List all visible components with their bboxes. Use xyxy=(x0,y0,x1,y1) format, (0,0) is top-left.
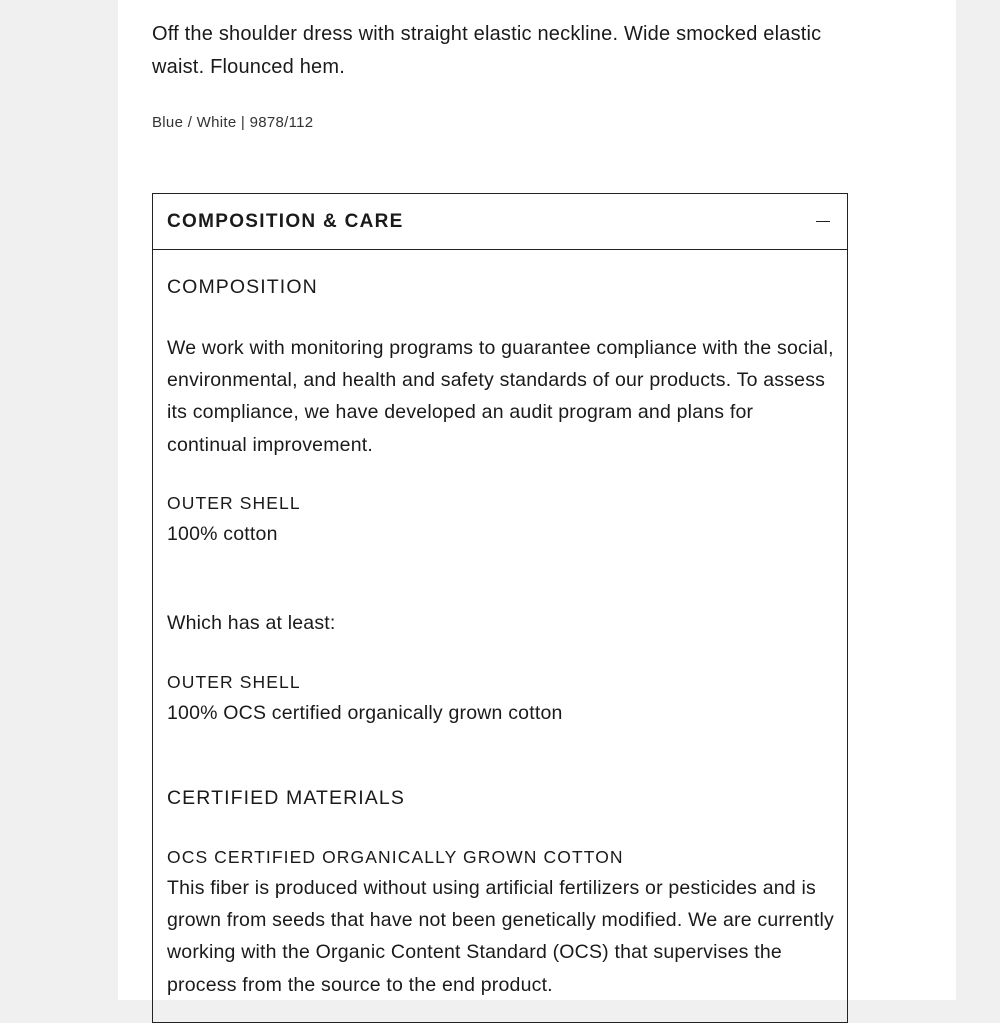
ocs-label: OCS CERTIFIED ORGANICALLY GROWN COTTON xyxy=(167,847,624,867)
outer-shell-label-2: OUTER SHELL xyxy=(167,672,301,692)
outer-shell-value-2: 100% OCS certified organically grown cotton xyxy=(167,702,563,724)
outer-shell-value: 100% cotton xyxy=(167,523,278,545)
composition-heading: COMPOSITION xyxy=(167,276,318,298)
composition-care-header[interactable] xyxy=(153,194,847,250)
product-color-reference: Blue / White | 9878/112 xyxy=(152,114,314,131)
composition-care-panel xyxy=(152,193,848,1023)
composition-care-title: COMPOSITION & CARE xyxy=(167,210,404,232)
which-has-at-least: Which has at least: xyxy=(167,612,336,634)
certified-materials-heading: CERTIFIED MATERIALS xyxy=(167,787,405,809)
outer-shell-label: OUTER SHELL xyxy=(167,493,301,513)
composition-text: We work with monitoring programs to guarantee compliance with the social, environmental, and health and safety standards of our products. To assess its compliance, we have developed an audit program and plans for continual improvement. xyxy=(167,337,834,456)
minus-icon[interactable] xyxy=(816,221,830,222)
ocs-text: This fiber is produced without using artificial fertilizers or pesticides and is grown from seeds that have not been genetically modified. We are currently working with the Organic Content Standard (OCS) that supervises the process from the source to the end product. xyxy=(167,877,834,996)
product-description: Off the shoulder dress with straight elastic neckline. Wide smocked elastic waist. Flounced hem. xyxy=(152,23,822,78)
